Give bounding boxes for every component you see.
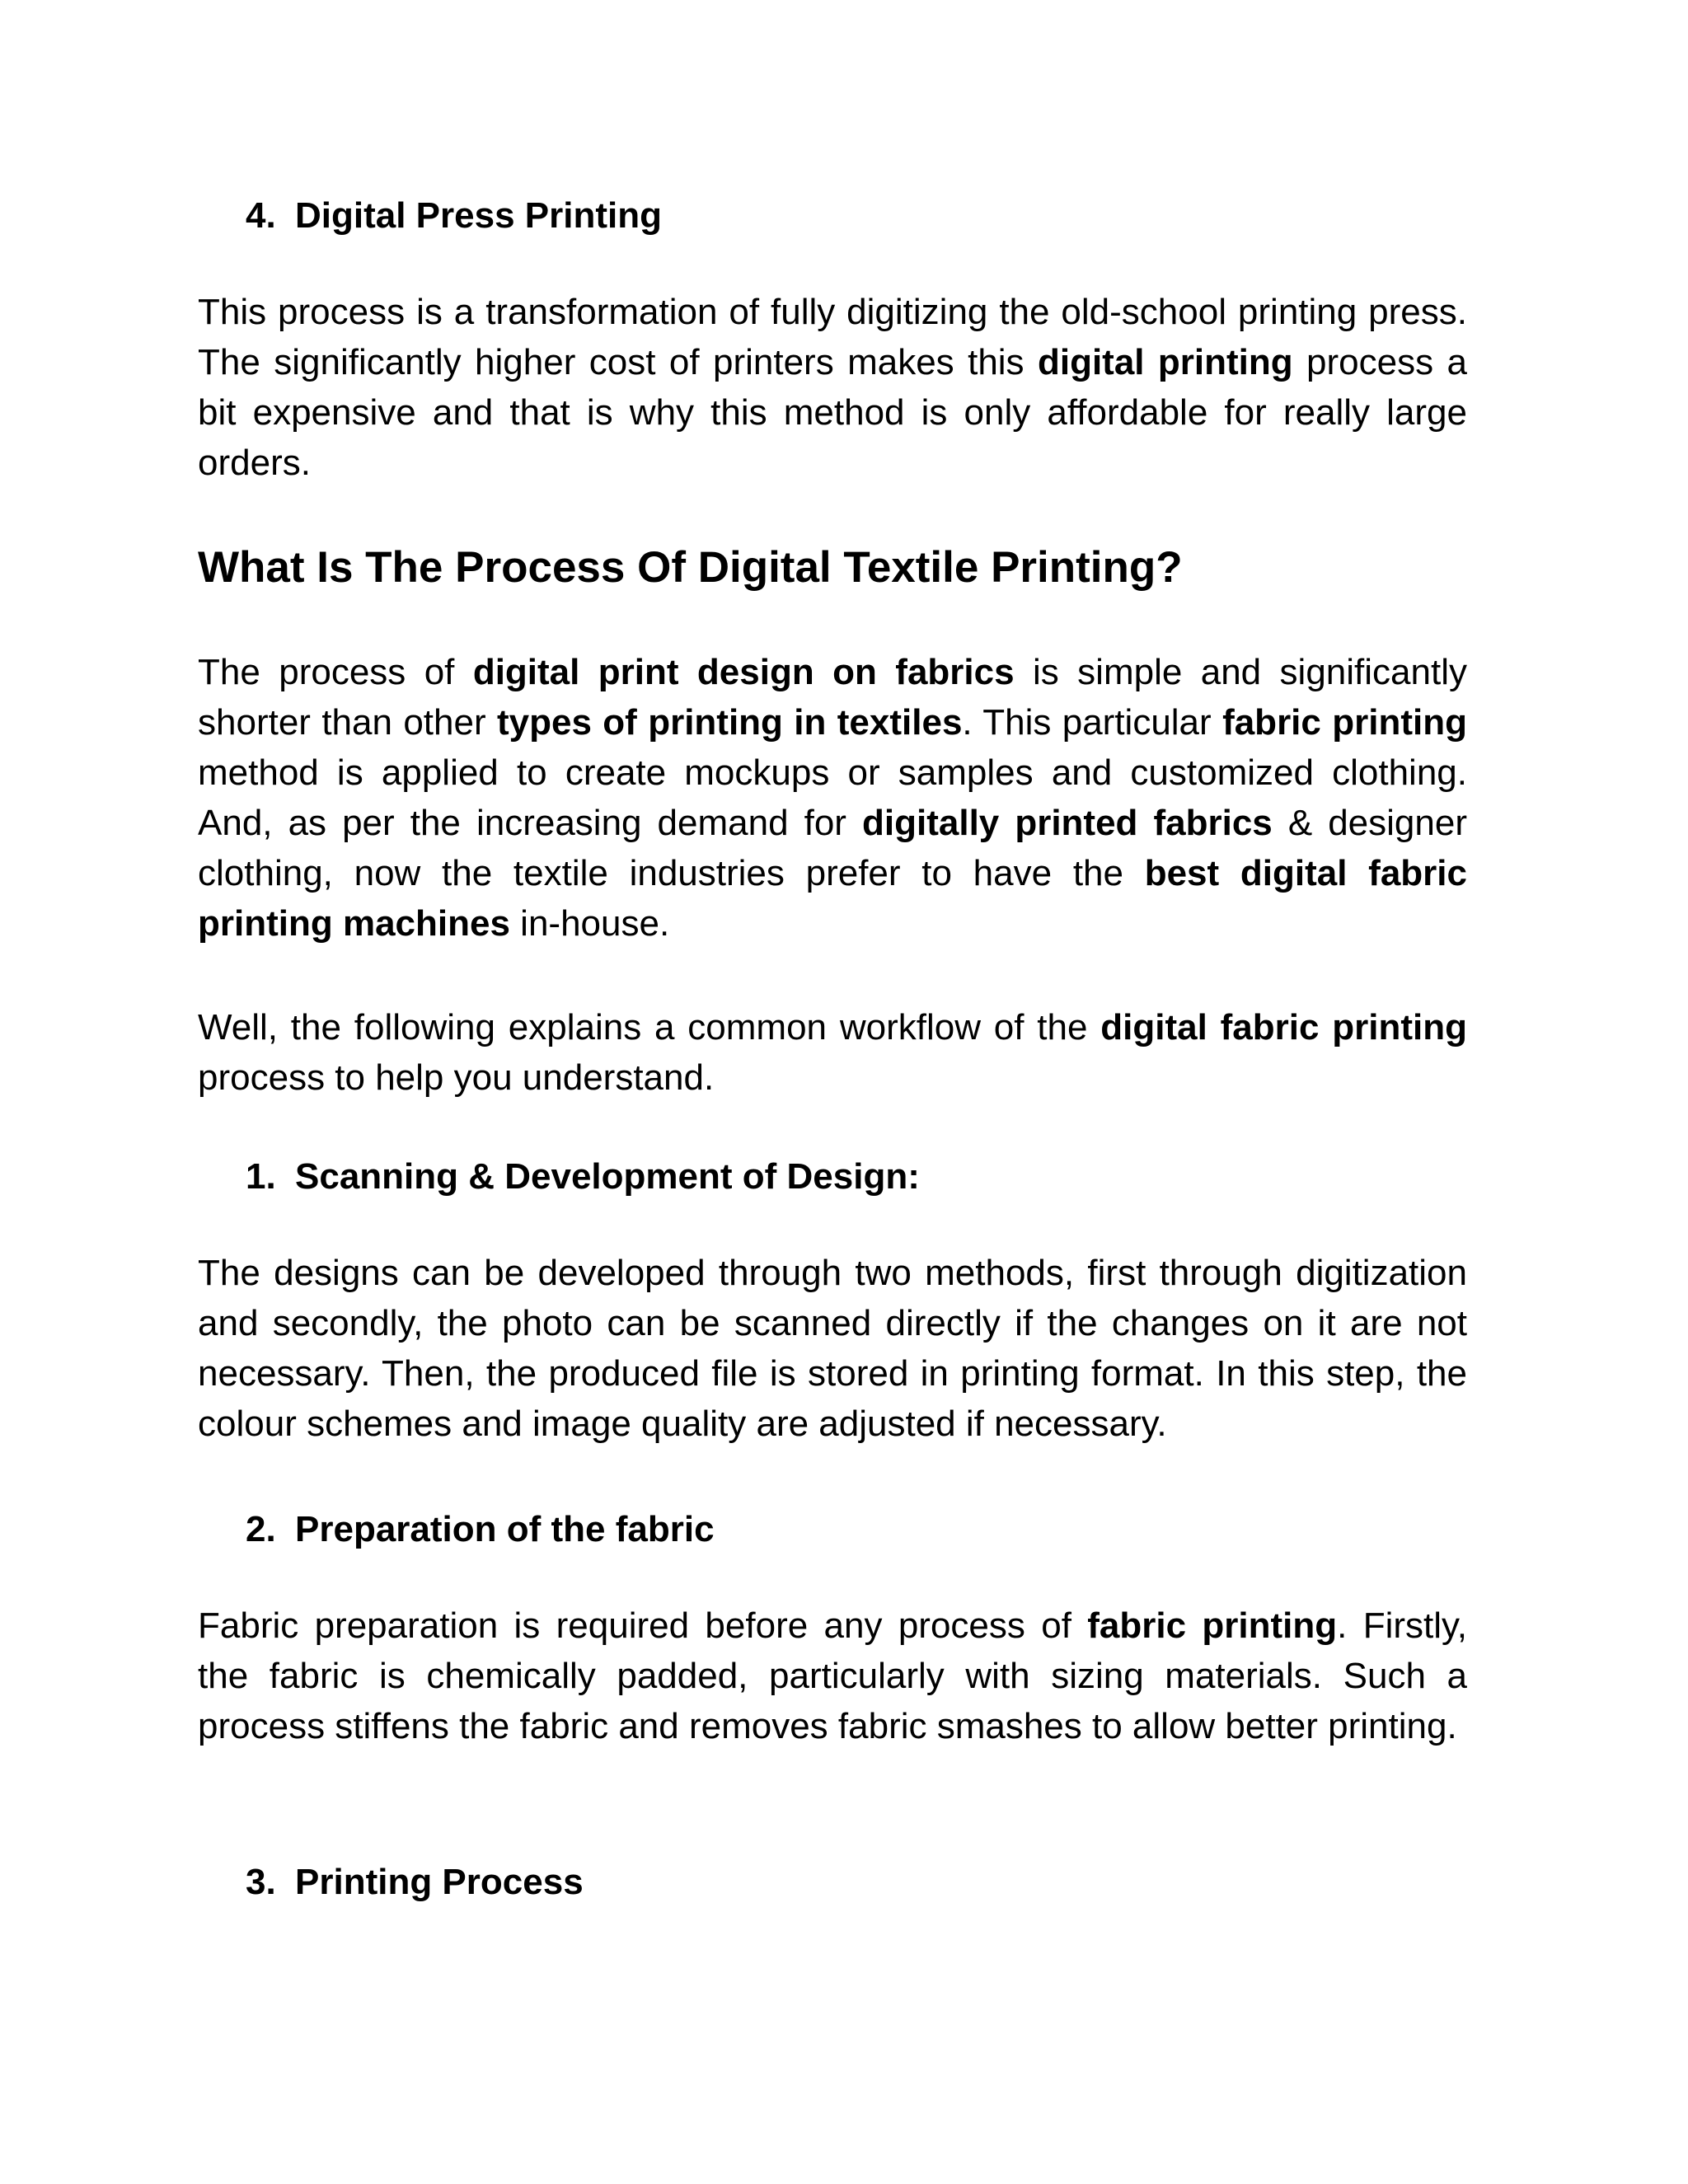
list-number: 3.: [246, 1862, 276, 1902]
list-heading-printing-process: [198, 1858, 1467, 1907]
paragraph-text: in-house.: [509, 903, 670, 944]
paragraph-text: & designer clothing, now the textile industries prefer to have the: [198, 803, 1467, 893]
list-number: 2.: [246, 1509, 276, 1549]
bold-term: types of printing in textiles: [496, 702, 963, 743]
paragraph-workflow-intro: [198, 1002, 1467, 1103]
section-heading: [198, 539, 1467, 597]
paragraph-text: . Firstly, the fabric is chemically padded, particularly with sizing materials. Such a process stiffens the fabric and removes fabric smashes to allow better printing.: [198, 1605, 1468, 1746]
paragraph-preparation: [198, 1601, 1467, 1751]
paragraph-process-intro: [198, 647, 1467, 949]
paragraph-digital-press: [198, 287, 1467, 488]
bold-term: fabric printing: [1087, 1605, 1338, 1646]
list-number: 1.: [246, 1156, 276, 1197]
paragraph-text: process to help you understand.: [198, 1057, 715, 1098]
paragraph-text: is simple and significantly shorter than other: [198, 652, 1467, 743]
bold-term: digital printing: [1037, 342, 1293, 382]
list-number: 4.: [246, 195, 276, 236]
bold-term: digital print design on fabrics: [472, 652, 1015, 692]
list-heading-scanning: [198, 1152, 1467, 1202]
paragraph-text: process a bit expensive and that is why this method is only affordable for really large orders.: [198, 342, 1467, 483]
paragraph-text: This process is a transformation of fully digitizing the old-school printing press. The significantly higher cost of printers makes this: [198, 292, 1467, 382]
list-heading-digital-press-printing: [198, 191, 1467, 241]
bold-term: best digital fabric printing machines: [198, 853, 1467, 944]
paragraph-scanning: [198, 1248, 1467, 1449]
paragraph-text: Well, the following explains a common workflow of the: [198, 1007, 1101, 1047]
list-heading-text: Preparation of the fabric: [295, 1509, 715, 1549]
paragraph-text: method is applied to create mockups or samples and customized clothing. And, as per the increasing demand for: [198, 752, 1467, 843]
bold-term: digital fabric printing: [1100, 1007, 1467, 1047]
paragraph-text: Fabric preparation is required before any process of: [198, 1605, 1088, 1646]
paragraph-text: The process of: [198, 652, 473, 692]
list-heading-preparation: [198, 1505, 1467, 1554]
bold-term: fabric printing: [1222, 702, 1467, 743]
section-heading-text: What Is The Process Of Digital Textile Printing?: [198, 543, 1183, 592]
bold-term: digitally printed fabrics: [862, 803, 1273, 843]
list-heading-text: Digital Press Printing: [295, 195, 662, 236]
paragraph-text: . This particular: [962, 702, 1223, 743]
list-heading-text: Printing Process: [295, 1862, 584, 1902]
list-heading-text: Scanning & Development of Design:: [295, 1156, 920, 1197]
paragraph-text: The designs can be developed through two methods, first through digitization and secondly, the photo can be scanned directly if the changes on it are not necessary. Then, the produced file is stored in printing format. In this step, the colour schemes and image quality are adjusted if necessary.: [198, 1253, 1467, 1444]
